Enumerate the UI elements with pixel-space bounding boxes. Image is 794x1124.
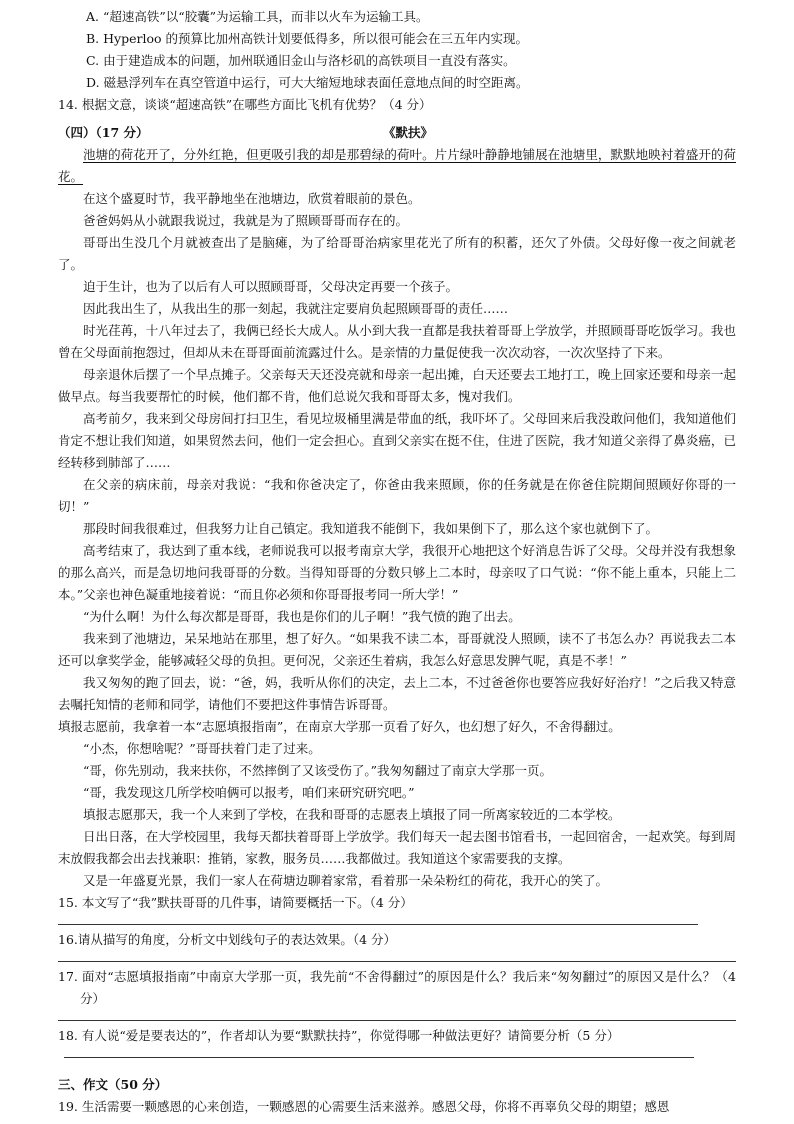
option-c: C. 由于建造成本的问题，加州联通旧金山与洛杉矶的高铁项目一直没有落实。 bbox=[86, 53, 516, 68]
paragraph: 高考前夕，我来到父母房间打扫卫生，看见垃圾桶里满是带血的纸，我吓坏了。父母回来后我没敢问他们，我知道他们肯定不想让我们知道，如果贸然去问，他们一定会担心。直到父亲实在挺不住，住进了医院，我才知道父亲得了鼻炎癌，已经转移到肺部了…… bbox=[58, 411, 736, 470]
paragraph: 在这个盛夏时节，我平静地坐在池塘边，欣赏着眼前的景色。 bbox=[83, 191, 421, 206]
question-15: 15. 本文写了“我”默扶哥哥的几件事，请简要概括一下。（4 分） bbox=[58, 895, 413, 910]
underlined-sentence: 池塘的荷花开了，分外红艳，但更吸引我的却是那碧绿的荷叶。片片绿叶静静地铺展在池塘里，默默地映衬着盛开的荷花。 bbox=[58, 147, 736, 184]
paragraph: 填报志愿那天，我一个人来到了学校，在我和哥哥的志愿表上填报了同一所离家较近的二本学校。 bbox=[83, 807, 621, 822]
answer-line-18[interactable] bbox=[64, 1047, 694, 1058]
question-19: 19. 生活需要一颗感恩的心来创造，一颗感恩的心需要生活来滋养。感恩父母，你将不再辜负父母的期望；感恩 bbox=[58, 1099, 670, 1114]
option-d: D. 磁悬浮列车在真空管道中运行，可大大缩短地球表面任意地点间的时空距离。 bbox=[86, 75, 529, 90]
paragraph: 我又匆匆的跑了回去，说：“爸，妈，我听从你们的决定，去上二本，不过爸爸你也要答应我好好治疗！”之后我又特意去嘱托知情的老师和同学，请他们不要把这件事情告诉哥哥。 bbox=[58, 675, 736, 712]
underlined-passage bbox=[58, 144, 736, 188]
question-14: 14. 根据文意，谈谈“超速高铁”在哪些方面比飞机有优势？（4 分） bbox=[58, 97, 432, 112]
paragraph: 高考结束了，我达到了重本线，老师说我可以报考南京大学，我很开心地把这个好消息告诉了父母。父母并没有我想象的那么高兴，而是急切地问我哥哥的分数。当得知哥哥的分数只够上二本时，母亲叹了口气说：“你不能上重本，只能上二本。”父亲也神色凝重地接着说：“而且你必须和你哥哥报考同一所大学！” bbox=[58, 543, 736, 602]
section-4-title: 《默扶》 bbox=[383, 125, 434, 140]
paragraph: 迫于生计，也为了以后有人可以照顾哥哥，父母决定再要一个孩子。 bbox=[83, 279, 459, 294]
section-4-header bbox=[58, 122, 736, 144]
paragraph: 在父亲的病床前，母亲对我说：“我和你爸决定了，你爸由我来照顾，你的任务就是在你爸住院期间照顾好你哥的一切！” bbox=[58, 477, 736, 514]
paragraph: 爸爸妈妈从小就跟我说过，我就是为了照顾哥哥而存在的。 bbox=[83, 213, 409, 228]
composition-header: 三、作文（50 分） bbox=[58, 1077, 168, 1092]
section-4-label: （四）（17 分） bbox=[58, 125, 149, 140]
paragraph: “哥，你先别动，我来扶你，不然摔倒了又该受伤了。”我匆匆翻过了南京大学那一页。 bbox=[83, 763, 553, 778]
paragraph: 因此我出生了，从我出生的那一刻起，我就注定要肩负起照顾哥哥的责任…… bbox=[83, 301, 509, 316]
paragraph: “为什么啊！为什么每次都是哥哥，我也是你们的儿子啊！”我气愤的跑了出去。 bbox=[83, 609, 521, 624]
paragraph: “哥，我发现这几所学校咱俩可以报考，咱们来研究研究吧。” bbox=[83, 785, 415, 800]
paragraph: “小杰，你想啥呢？”哥哥扶着门走了过来。 bbox=[83, 741, 321, 756]
paragraph: 母亲退休后摆了一个早点摊子。父亲每天天还没亮就和母亲一起出摊，白天还要去工地打工，晚上回家还要和母亲一起做早点。每当我要帮忙的时候，他们都不肯，他们总说欠我和哥哥太多，愧对我们。 bbox=[58, 367, 736, 404]
question-16: 16.请从描写的角度，分析文中划线句子的表达效果。（4 分） bbox=[58, 932, 397, 947]
paragraph: 又是一年盛夏光景，我们一家人在荷塘边聊着家常，看着那一朵朵粉红的荷花，我开心的笑了。 bbox=[83, 873, 609, 888]
answer-line-15[interactable] bbox=[58, 914, 698, 925]
paragraph: 那段时间我很难过，但我努力让自己镇定。我知道我不能倒下，我如果倒下了，那么这个家也就倒下了。 bbox=[83, 521, 659, 536]
answer-line-16[interactable] bbox=[58, 951, 736, 962]
paragraph-flush: 填报志愿前，我拿着一本“志愿填报指南”，在南京大学那一页看了好久，也幻想了好久，不舍得翻过。 bbox=[58, 719, 621, 734]
option-a: A. “超速高铁”以“胶囊”为运输工具，而非以火车为运输工具。 bbox=[86, 9, 429, 24]
question-18: 18. 有人说“爱是要表达的”，作者却认为要“默默扶持”，你觉得哪一种做法更好？请简要分析（5 分） bbox=[58, 1028, 620, 1043]
paragraph: 日出日落，在大学校园里，我每天都扶着哥哥上学放学。我们每天一起去图书馆看书，一起回宿舍，一起欢笑。每到周末放假我都会出去找兼职：推销，家教，服务员……我都做过。我知道这个家需要我的支撑。 bbox=[58, 829, 736, 866]
paragraph: 哥哥出生没几个月就被查出了是脑瘫，为了给哥哥治病家里花光了所有的积蓄，还欠了外债。父母好像一夜之间就老了。 bbox=[58, 235, 736, 272]
paragraph: 我来到了池塘边，呆呆地站在那里，想了好久。“如果我不读二本，哥哥就没人照顾，读不了书怎么办？再说我去二本还可以拿奖学金，能够减轻父母的负担。更何况，父亲还生着病，我怎么好意思发脾气呢，真是不孝！” bbox=[58, 631, 736, 668]
question-17: 17. 面对“志愿填报指南”中南京大学那一页，我先前“不舍得翻过”的原因是什么？我后来“匆匆翻过”的原因又是什么？（4 分） bbox=[58, 969, 736, 1006]
option-b: B. Hyperloo 的预算比加州高铁计划要低得多，所以很可能会在三五年内实现。 bbox=[86, 31, 528, 46]
paragraph: 时光荏苒，十八年过去了，我俩已经长大成人。从小到大我一直都是我扶着哥哥上学放学，并照顾哥哥吃饭学习。我也曾在父母面前抱怨过，但却从未在哥哥面前流露过什么。是亲情的力量促使我一次次动容，一次次坚持了下来。 bbox=[58, 323, 736, 360]
answer-line-17[interactable] bbox=[58, 1010, 736, 1021]
